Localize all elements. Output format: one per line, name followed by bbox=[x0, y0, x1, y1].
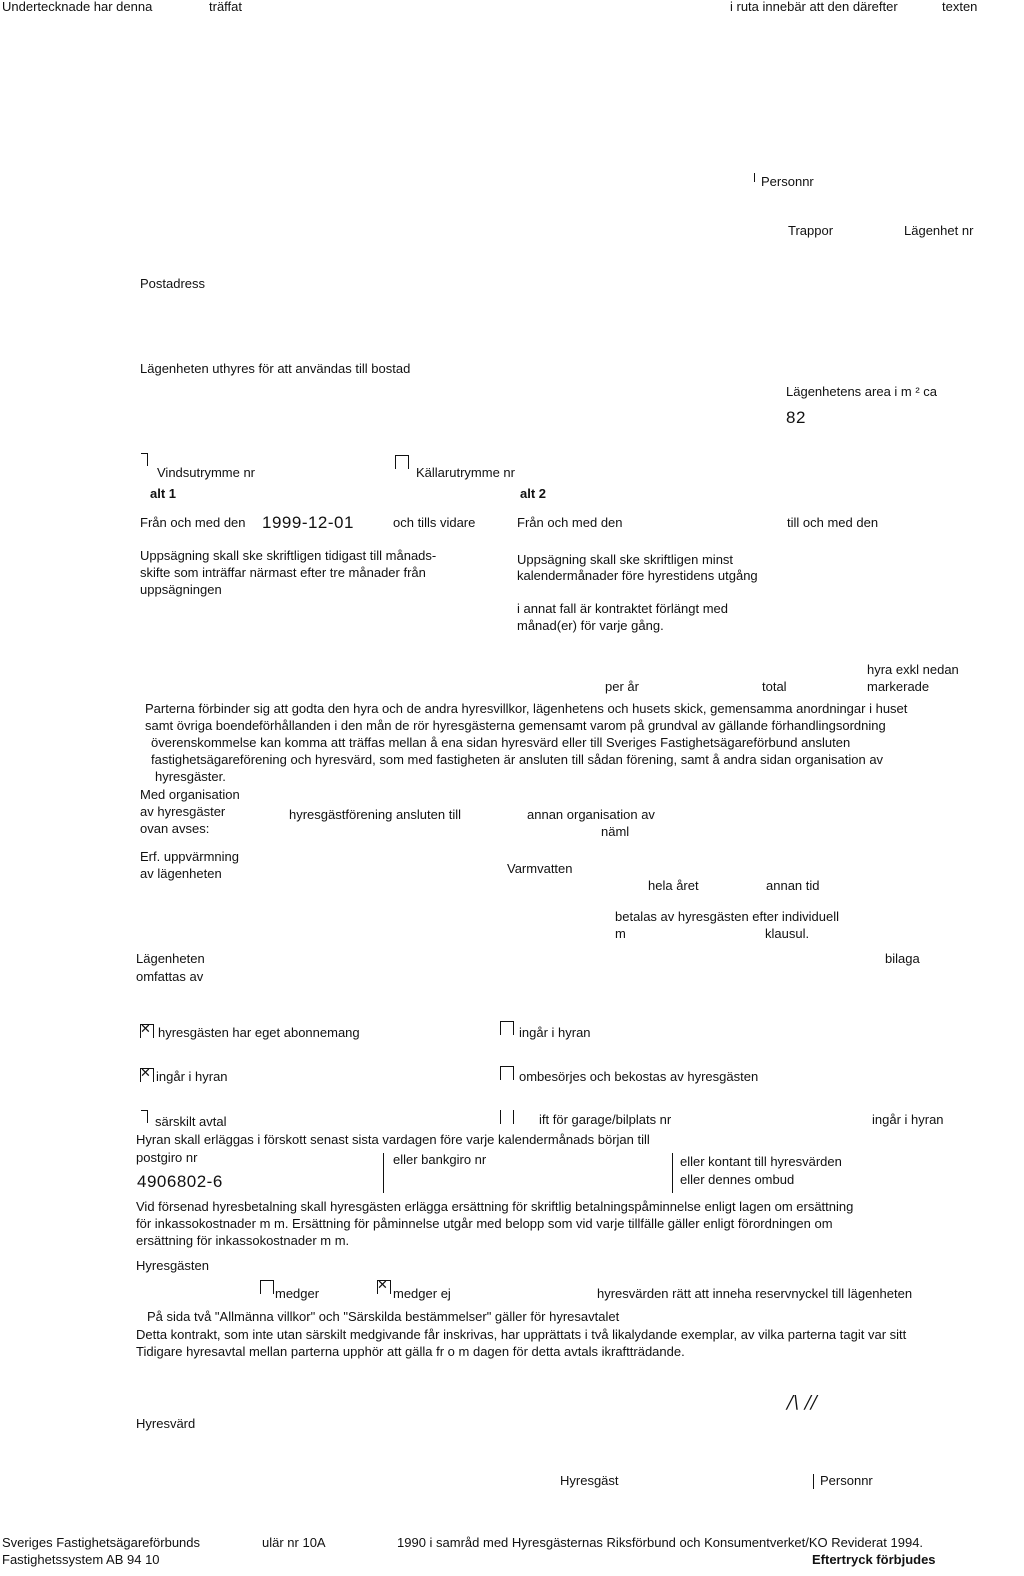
heating-label: Erf. uppvärmning bbox=[140, 849, 239, 864]
footer-revision: 1990 i samråd med Hyresgästernas Riksförbund och Konsumentverket/KO Reviderat 1994. bbox=[397, 1535, 924, 1550]
alt2-from-label: Från och med den bbox=[517, 515, 623, 530]
vindsutrymme-checkbox[interactable] bbox=[141, 453, 148, 466]
rent-paragraph-line: Parterna förbinder sig att godta den hyra och de andra hyresvillkor, lägenhetens och husets skick, gemensamma anordningar i huset bbox=[145, 701, 908, 716]
per-ar-label: per år bbox=[605, 679, 639, 694]
signature-mark: /\ // bbox=[787, 1392, 817, 1413]
late-payment-line: Vid försenad hyresbetalning skall hyresgästen erlägga ersättning för skriftlig betalningspåminnelse enligt lagen om ersättning bbox=[136, 1199, 854, 1214]
apartment-use-text: Lägenheten uthyres för att användas till bostad bbox=[140, 361, 411, 376]
betalas-m-text: m bbox=[615, 926, 626, 941]
abonnemang-checkbox[interactable] bbox=[140, 1024, 154, 1038]
betalas-text: betalas av hyresgästen efter individuell bbox=[615, 909, 840, 924]
ingar-i-hyran-checkbox[interactable] bbox=[500, 1021, 514, 1035]
hyresgasten-label: Hyresgästen bbox=[136, 1258, 209, 1273]
closing-line: Detta kontrakt, som inte utan särskilt medgivande får inskrivas, har upprättats i två likalydande exemplar, av vilka parterna tagit var sitt bbox=[136, 1327, 907, 1342]
hyresgast-label: Hyresgäst bbox=[560, 1473, 619, 1488]
alt1-until-label: och tills vidare bbox=[393, 515, 476, 530]
kallarutrymme-checkbox[interactable] bbox=[395, 455, 409, 469]
organisation-option-2: annan organisation av bbox=[527, 807, 655, 822]
kallarutrymme-label: Källarutrymme nr bbox=[416, 465, 515, 480]
ombud-label: eller dennes ombud bbox=[680, 1172, 795, 1187]
footer-form-number: ulär nr 10A bbox=[262, 1535, 326, 1550]
heating-label: av lägenheten bbox=[140, 866, 222, 881]
alt2-until-label: till och med den bbox=[787, 515, 879, 530]
personnr-label: Personnr bbox=[761, 174, 814, 189]
abonnemang-label: hyresgästen har eget abonnemang bbox=[158, 1025, 360, 1040]
ombesorjes-label: ombesörjes och bekostas av hyresgästen bbox=[519, 1069, 759, 1084]
closing-line: På sida två "Allmänna villkor" och "Särskilda bestämmelser" gäller för hyresavtalet bbox=[147, 1309, 620, 1324]
alt2-extension-line: i annat fall är kontraktet förlängt med bbox=[517, 601, 729, 616]
footer-publisher: Sveriges Fastighetsägareförbunds bbox=[2, 1535, 201, 1550]
naml-label: näml bbox=[601, 824, 630, 839]
garage-ingar-label: ingår i hyran bbox=[872, 1112, 944, 1127]
organisation-label: Med organisation bbox=[140, 787, 240, 802]
ombesorjes-checkbox[interactable] bbox=[500, 1066, 514, 1080]
hyra-exkl-label: hyra exkl nedan bbox=[867, 662, 959, 677]
late-payment-line: för inkassokostnader m m. Ersättning för påminnelse utgår med belopp som vid varje tillfälle gäller enligt förordningen om bbox=[136, 1216, 833, 1231]
varmvatten-label: Varmvatten bbox=[507, 861, 573, 876]
field-divider bbox=[754, 173, 755, 182]
footer-copyright: Eftertryck förbjudes bbox=[812, 1552, 936, 1567]
omfattas-label: omfattas av bbox=[136, 969, 204, 984]
organisation-label: av hyresgäster bbox=[140, 804, 226, 819]
markerade-label: markerade bbox=[867, 679, 930, 694]
alt1-label: alt 1 bbox=[150, 486, 177, 501]
rent-paragraph-line: hyresgäster. bbox=[155, 769, 226, 784]
medger-ej-checkbox[interactable] bbox=[377, 1280, 391, 1294]
traffat-text: träffat bbox=[209, 0, 243, 14]
reservnyckel-text: hyresvärden rätt att inneha reservnyckel till lägenheten bbox=[597, 1286, 913, 1301]
lagenhet-nr-label: Lägenhet nr bbox=[904, 223, 974, 238]
alt1-notice-line: Uppsägning skall ske skriftligen tidigast till månads- bbox=[140, 548, 437, 563]
ingar-i-hyran-checkbox-2[interactable] bbox=[140, 1068, 154, 1082]
closing-line: Tidigare hyresavtal mellan parterna upphör att gälla fr o m dagen för detta avtals ikraftträdande. bbox=[136, 1344, 685, 1359]
bilaga-label: bilaga bbox=[885, 951, 920, 966]
alt2-notice-line: kalendermånader före hyrestidens utgång bbox=[517, 568, 758, 583]
field-divider bbox=[513, 1110, 514, 1124]
alt1-start-date: 1999-12-01 bbox=[262, 513, 354, 532]
medger-checkbox[interactable] bbox=[260, 1280, 274, 1294]
sarskilt-avtal-label: särskilt avtal bbox=[155, 1114, 227, 1129]
klausul-text: klausul. bbox=[765, 926, 810, 941]
hyresvard-label: Hyresvärd bbox=[136, 1416, 196, 1431]
alt1-notice-line: skifte som inträffar närmast efter tre månader från bbox=[140, 565, 426, 580]
field-divider bbox=[383, 1153, 384, 1193]
ingar-i-hyran-label: ingår i hyran bbox=[519, 1025, 591, 1040]
postgiro-number: 4906802-6 bbox=[137, 1172, 223, 1191]
medger-label: medger bbox=[275, 1286, 320, 1301]
hela-aret-label: hela året bbox=[648, 878, 699, 893]
texten-text: texten bbox=[942, 0, 978, 14]
omfattas-label: Lägenheten bbox=[136, 951, 205, 966]
field-divider bbox=[672, 1153, 673, 1193]
bankgiro-label: eller bankgiro nr bbox=[393, 1152, 487, 1167]
payment-text: Hyran skall erläggas i förskott senast sista vardagen före varje kalendermånads början till bbox=[136, 1132, 650, 1147]
postgiro-label: postgiro nr bbox=[136, 1150, 198, 1165]
rent-paragraph-line: överenskommelse kan komma att träffas mellan å ena sidan hyresvärd eller till Sveriges Fastighetsägareförbund ansluten bbox=[151, 735, 851, 750]
total-label: total bbox=[762, 679, 787, 694]
postadress-label: Postadress bbox=[140, 276, 206, 291]
field-divider bbox=[813, 1474, 814, 1489]
organisation-option-1: hyresgästförening ansluten till bbox=[289, 807, 461, 822]
ruta-text: i ruta innebär att den därefter bbox=[730, 0, 898, 14]
annan-tid-label: annan tid bbox=[766, 878, 820, 893]
field-divider bbox=[500, 1110, 501, 1124]
trappor-label: Trappor bbox=[788, 223, 834, 238]
late-payment-line: ersättning för inkassokostnader m m. bbox=[136, 1233, 350, 1248]
alt2-notice-line: Uppsägning skall ske skriftligen minst bbox=[517, 552, 734, 567]
intro-text: Undertecknade har denna bbox=[2, 0, 153, 14]
signature-personnr-label: Personnr bbox=[820, 1473, 873, 1488]
alt1-from-label: Från och med den bbox=[140, 515, 246, 530]
area-value: 82 bbox=[786, 408, 806, 427]
footer-printer: Fastighetssystem AB 94 10 bbox=[2, 1552, 160, 1567]
area-label: Lägenhetens area i m ² ca bbox=[786, 384, 938, 399]
alt2-extension-line: månad(er) för varje gång. bbox=[517, 618, 664, 633]
garage-label: ift för garage/bilplats nr bbox=[539, 1112, 672, 1127]
medger-ej-label: medger ej bbox=[393, 1286, 451, 1301]
ingar-i-hyran-label-2: ingår i hyran bbox=[156, 1069, 228, 1084]
alt2-label: alt 2 bbox=[520, 486, 547, 501]
alt1-notice-line: uppsägningen bbox=[140, 582, 222, 597]
rent-paragraph-line: fastighetsägareförening och hyresvärd, som med fastigheten är ansluten till sådan förening, samt å andra sidan organisation av bbox=[151, 752, 884, 767]
organisation-label: ovan avses: bbox=[140, 821, 210, 836]
vindsutrymme-label: Vindsutrymme nr bbox=[157, 465, 256, 480]
sarskilt-avtal-checkbox[interactable] bbox=[141, 1110, 148, 1123]
kontant-label: eller kontant till hyresvärden bbox=[680, 1154, 842, 1169]
rent-paragraph-line: samt övriga boendeförhållanden i den mån de rör hyresgästerna gemensamt varom på grundval av gällande förhandlingsordning bbox=[145, 718, 886, 733]
